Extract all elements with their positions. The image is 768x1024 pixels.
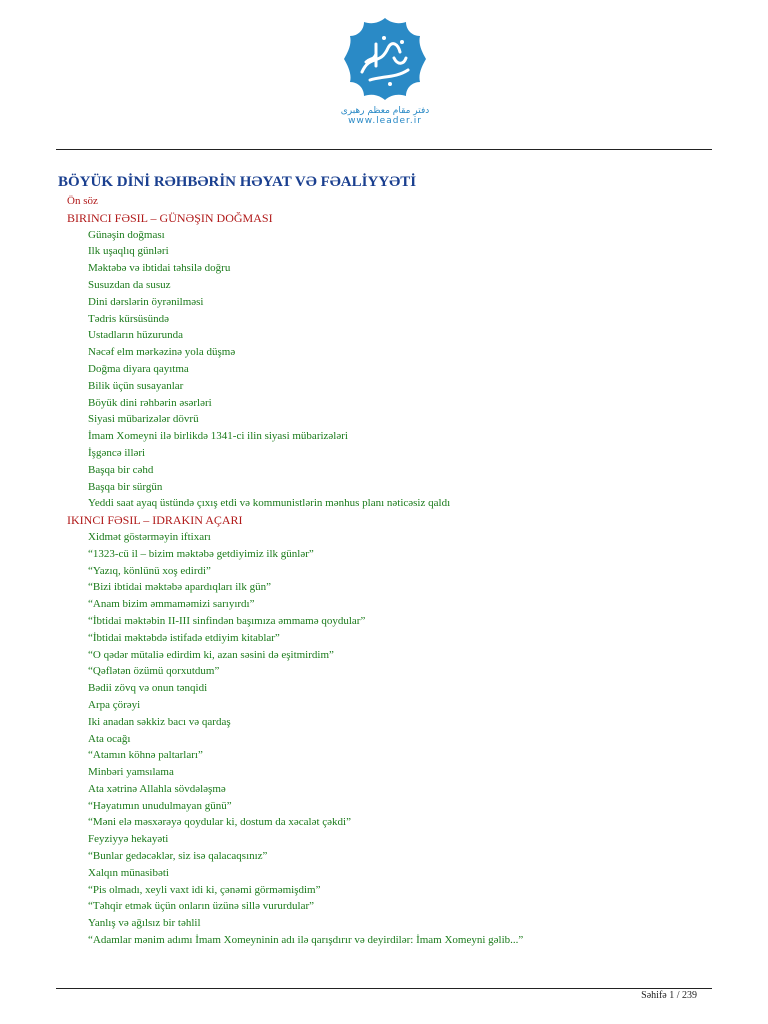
toc-entry[interactable]: Ilk uşaqlıq günləri	[88, 245, 169, 258]
toc-entry[interactable]: Nəcəf elm mərkəzinə yola düşmə	[88, 346, 236, 359]
toc-title[interactable]: BÖYÜK DİNİ RƏHBƏRİN HƏYAT VƏ FƏALİYYƏTİ	[58, 174, 417, 190]
toc-entry[interactable]: Başqa bir sürgün	[88, 480, 163, 493]
logo-caption: دفتر مقام معظم رهبری	[340, 106, 430, 116]
page-number: Səhifə 1 / 239	[641, 990, 697, 1001]
toc-entry[interactable]: “Bizi ibtidai məktəbə apardıqları ilk gün”	[88, 581, 271, 594]
toc-entry[interactable]: Susuzdan da susuz	[88, 278, 171, 291]
toc-entry[interactable]: “Adamlar mənim adımı İmam Xomeyninin adı ilə qarışdırır və deyirdilər: İmam Xomeyni gəlib...”	[88, 934, 524, 947]
toc-entry[interactable]: Xalqın münasibəti	[88, 866, 169, 879]
toc-entry[interactable]: Yeddi saat ayaq üstündə çıxış etdi və kommunistlərin mənhus planı nəticəsiz qaldı	[88, 497, 451, 510]
toc-entry[interactable]: Bədii zövq və onun tənqidi	[88, 682, 208, 695]
table-of-contents	[56, 171, 716, 949]
toc-entry[interactable]: “O qədər mütaliə edirdim ki, azan səsini də eşitmirdim”	[88, 648, 334, 661]
toc-entry[interactable]: Siyasi mübarizələr dövrü	[88, 413, 199, 426]
toc-entry[interactable]: Bilik üçün susayanlar	[88, 379, 184, 392]
site-url[interactable]: www.leader.ir	[348, 116, 422, 126]
calligraphy-emblem-icon	[340, 14, 430, 104]
toc-entry[interactable]: Dini dərslərin öyrənilməsi	[88, 295, 204, 308]
toc-entry[interactable]: “Bunlar gedəcəklər, siz isə qalacaqsınız”	[88, 850, 268, 863]
toc-entry[interactable]: “İbtidai məktəbdə istifadə etdiyim kitablar”	[88, 631, 280, 644]
footer-divider	[56, 988, 712, 989]
toc-entry[interactable]: Günəşin doğması	[88, 228, 165, 241]
toc-chapter-2[interactable]: IKINCI FƏSIL – IDRAKIN AÇARI	[67, 513, 243, 528]
toc-entry[interactable]: “Anam bizim əmmaməmizi sarıyırdı”	[88, 598, 255, 611]
toc-entry[interactable]: Böyük dini rəhbərin əsərləri	[88, 396, 212, 409]
toc-entry[interactable]: “Təhqir etmək üçün onların üzünə sillə vururdular”	[88, 900, 315, 913]
toc-chapter-1[interactable]: BIRINCI FƏSIL – GÜNƏŞIN DOĞMASI	[67, 210, 273, 225]
toc-entry[interactable]: Minbəri yamsılama	[88, 766, 174, 779]
toc-entry-intro[interactable]: Ön söz	[67, 195, 98, 207]
toc-entry[interactable]: Məktəbə və ibtidai təhsilə doğru	[88, 262, 231, 275]
toc-entry[interactable]: “Məni elə məsxərəyə qoydular ki, dostum da xəcalət çəkdi”	[88, 816, 351, 829]
header-divider	[56, 149, 712, 150]
toc-entry[interactable]: Iki anadan səkkiz bacı və qardaş	[88, 715, 231, 728]
toc-entry[interactable]: Ustadların hüzurunda	[88, 329, 183, 342]
toc-entry[interactable]: Doğma diyara qayıtma	[88, 362, 189, 375]
toc-entry[interactable]: Yanlış və ağılsız bir təhlil	[88, 917, 201, 930]
toc-entry[interactable]: Tədris kürsüsündə	[88, 312, 169, 325]
toc-entry[interactable]: İmam Xomeyni ilə birlikdə 1341-ci ilin siyasi mübarizələri	[88, 430, 348, 443]
toc-entry[interactable]: Feyziyyə hekayəti	[88, 833, 169, 846]
toc-entry[interactable]: Ata ocağı	[88, 732, 131, 745]
toc-entry[interactable]: “Pis olmadı, xeyli vaxt idi ki, çənəmi görməmişdim”	[88, 883, 321, 896]
toc-entry[interactable]: Arpa çörəyi	[88, 698, 141, 711]
toc-entry[interactable]: “1323-cü il – bizim məktəbə getdiyimiz ilk günlər”	[88, 547, 314, 560]
toc-entry[interactable]: “İbtidai məktəbin II-III sinfindən başımıza əmmamə qoydular”	[88, 614, 366, 627]
toc-entry[interactable]: Xidmət göstərməyin iftixarı	[88, 530, 211, 543]
chapter-2-items	[56, 529, 716, 949]
toc-entry[interactable]: Başqa bir cəhd	[88, 463, 154, 476]
toc-entry[interactable]: Ata xətrinə Allahla sövdələşmə	[88, 782, 226, 795]
toc-entry[interactable]: “Həyatımın unudulmayan günü”	[88, 799, 232, 812]
toc-entry[interactable]: “Yazıq, könlünü xoş edirdi”	[88, 564, 211, 577]
site-logo	[320, 14, 450, 134]
toc-entry[interactable]: “Atamın köhnə paltarları”	[88, 749, 203, 762]
toc-entry[interactable]: “Qəflətən özümü qorxutdum”	[88, 665, 220, 678]
toc-entry[interactable]: İşgəncə illəri	[88, 446, 146, 459]
chapter-1-items	[56, 227, 716, 513]
